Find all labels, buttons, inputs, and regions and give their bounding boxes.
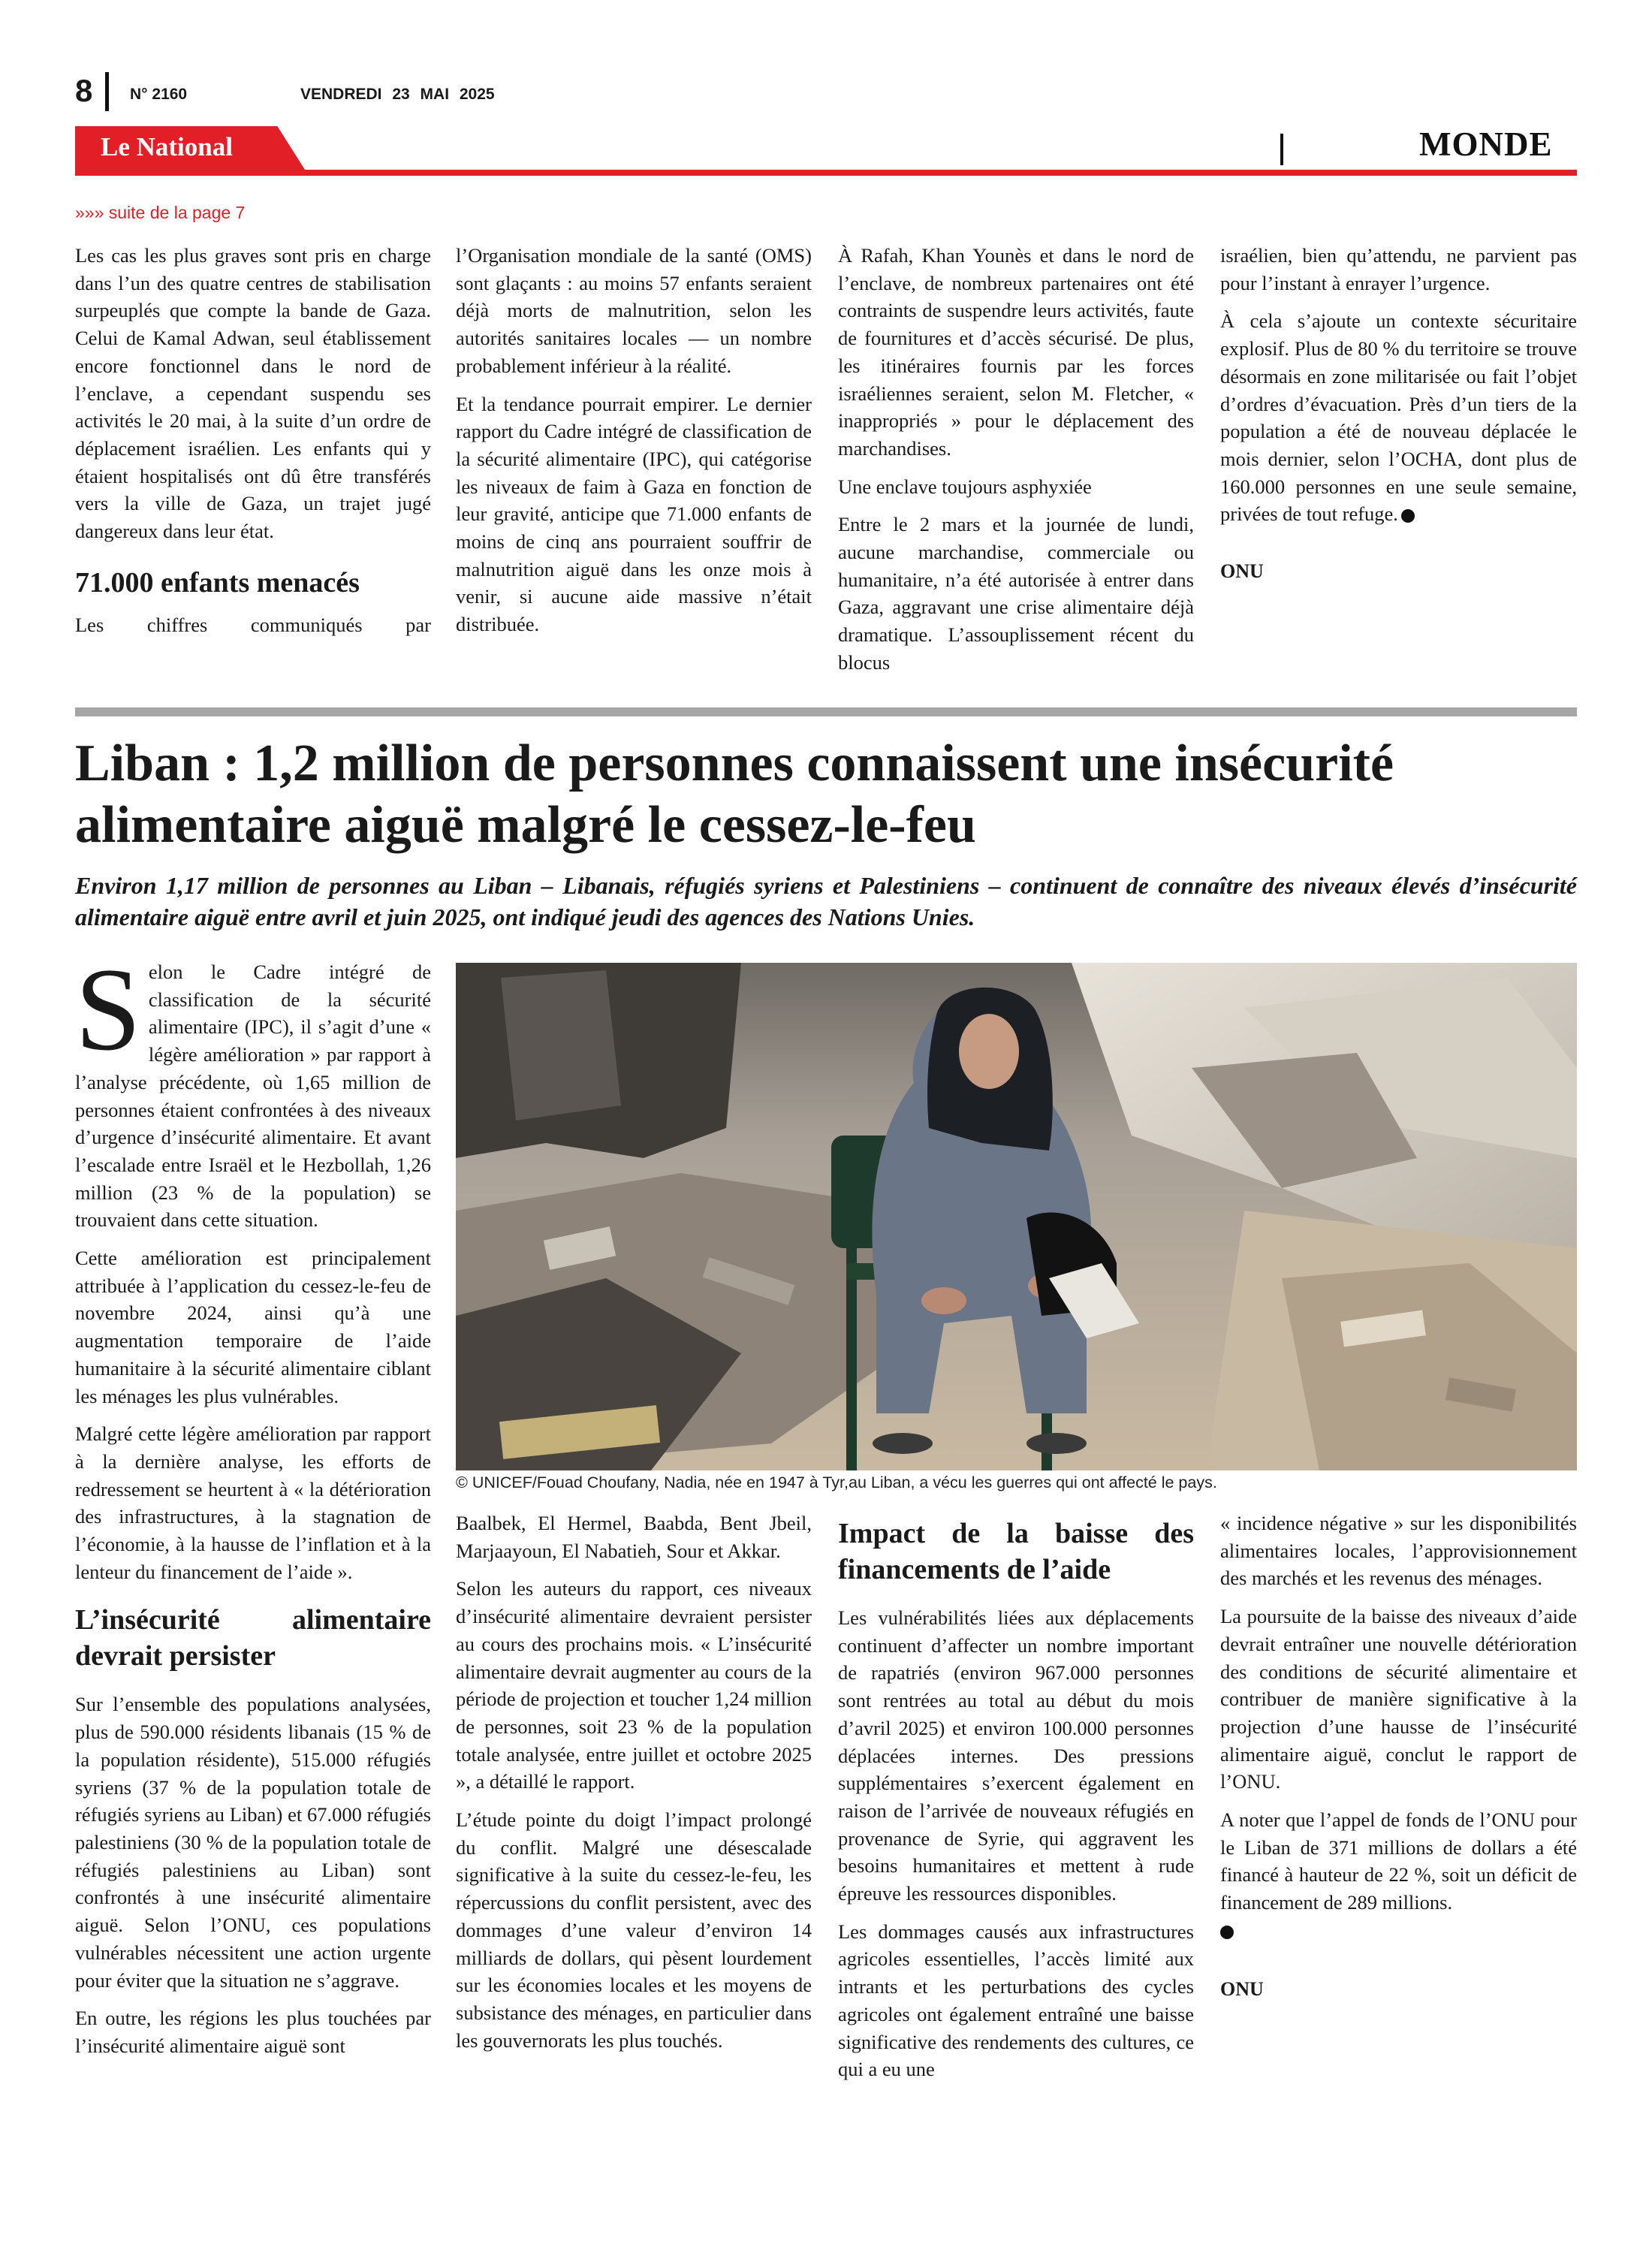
issue-number: N° 2160	[130, 86, 188, 103]
gaza-column-4	[1220, 242, 1577, 596]
paragraph: L’étude pointe du doigt l’impact prolongé du conflit. Malgré une désescalade significative à la suite du cessez-le-feu, les répercussions du conflit persistent, avec des dommages d’une valeur d’environ 14 milliards de dollars, qui pèsent lourdement sur les économies locales et les moyens de subsistance des ménages, en particulier dans les gouvernorats les plus touchés.	[456, 1808, 812, 2052]
gaza-column-3	[838, 242, 1194, 687]
section-title: MONDE	[1419, 125, 1553, 163]
section-divider	[1280, 134, 1283, 165]
gaza-subhead: 71.000 enfants menacés	[75, 566, 360, 599]
paragraph: Sur l’ensemble des populations analysées, plus de 590.000 résidents libanais (15 % de la population résidente), 515.000 réfugiés syriens (37 % de la population totale de réfugiés syriens au Liban) et 67.000 réfugiés palestiniens (30 % de la population totale de réfugiés palestiniens au Liban) sont confrontés à une insécurité alimentaire aiguë. Selon l’ONU, ces populations vulnérables nécessitent une action urgente pour éviter que la situation ne s’aggrave.	[75, 1693, 431, 1992]
gaza-column-2	[456, 242, 812, 649]
paragraph: Les chiffres communiqués par	[75, 613, 431, 636]
article-separator	[75, 707, 1577, 716]
paragraph: Les cas les plus graves sont pris en charge dans l’un des quatre centres de stabilisation surpeuplés que compte la bande de Gaza. Celui de Kamal Adwan, seul établissement encore fonctionnel dans le nord de l’enclave, a cependant suspendu ses activités le 20 mai, à la suite d’un ordre de déplacement israélien. Les enfants qui y étaient hospitalisés ont dû être transférés vers la ville de Gaza, un trajet jugé dangereux dans leur état.	[75, 244, 431, 543]
issue-date: VENDREDI 23 MAI 2025	[300, 86, 495, 103]
paragraph: Et la tendance pourrait empirer. Le dernier rapport du Cadre intégré de classification de la sécurité alimentaire (IPC), qui catégorise les niveaux de faim à Gaza en fonction de leur gravité, anticipe que 71.000 enfants de moins de cinq ans pourraient souffrir de malnutrition aiguë dans les onze mois à venir, si aucune aide massive n’était distribuée.	[456, 392, 812, 636]
paragraph: Selon les auteurs du rapport, ces niveaux d’insécurité alimentaire devraient persister au cours des prochains mois. « L’insécurité alimentaire devrait augmenter au cours de la période de projection et toucher 1,24 million de personnes, soit 23 % de la population totale analysée, entre juillet et octobre 2025 », a détaillé le rapport.	[456, 1577, 812, 1793]
liban-column-2	[456, 1510, 812, 2064]
paragraph: La poursuite de la baisse des niveaux d’aide devrait entraîner une nouvelle détérioration des conditions de sécurité alimentaire et contribuer de manière significative à la projection d’une hausse de l’insécurité alimentaire aiguë, conclut le rapport de l’ONU.	[1220, 1605, 1577, 1793]
end-mark-icon	[1401, 509, 1415, 523]
paragraph	[1220, 1806, 1577, 1944]
paragraph: Cette amélioration est principalement attribuée à l’application du cessez-le-feu de novembre 2024, ainsi qu’à une augmentation temporaire de l’aide humanitaire à la sécurité alimentaire ciblant les ménages les plus vulnérables.	[75, 1247, 431, 1407]
brand-logo-text: Le National	[101, 132, 233, 161]
page-number-divider	[105, 72, 109, 111]
page-number: 8	[75, 73, 93, 108]
headline: Liban : 1,2 million de personnes connaissent une insécurité alimentaire aiguë malgré le cessez-le-feu	[75, 734, 1394, 854]
paragraph	[75, 944, 431, 1234]
paragraph: Les vulnérabilités liées aux déplacements continuent d’affecter un nombre important de rapatriés (environ 967.000 personnes sont rentrées au total au début du mois d’avril 2025) et environ 100.000 personnes déplacées internes. Des pressions supplémentaires s’exercent également en raison de l’arrivée de nouveaux réfugiés en provenance de Syrie, qui aggravent les besoins humanitaires et mettent à rude épreuve les ressources disponibles.	[838, 1606, 1194, 1905]
paragraph: En outre, les régions les plus touchées par l’insécurité alimentaire aiguë sont	[75, 2007, 431, 2057]
paragraph: À Rafah, Khan Younès et dans le nord de l’enclave, de nombreux partenaires ont été contraints de suspendre leurs activités, faute de fournitures et d’accès sécurisé. De plus, les itinéraires fournis par les forces israéliennes seraient, selon M. Fletcher, « inappropriés » pour le déplacement des marchandises.	[838, 244, 1194, 460]
paragraph	[1220, 307, 1577, 528]
header-rule	[75, 170, 1577, 176]
paragraph: Les dommages causés aux infrastructures agricoles essentielles, l’accès limité aux intrants et les perturbations des cycles agricoles ont également entraîné une baisse significative des rendements des cultures, ce qui a eu une	[838, 1920, 1194, 2081]
liban-column-4	[1220, 1510, 1577, 2013]
paragraph-text: A noter que l’appel de fonds de l’ONU pour le Liban de 371 millions de dollars a été financé à hauteur de 22 %, soit un déficit de financement de 289 millions.	[1220, 1808, 1577, 1914]
drop-cap: S	[75, 944, 141, 1075]
liban-subhead-1: L’insécurité alimentaire devrait persister	[75, 1604, 431, 1672]
signature: ONU	[1220, 1977, 1264, 2000]
end-mark-icon	[1220, 1926, 1234, 1939]
paragraph: Baalbek, El Hermel, Baabda, Bent Jbeil, Marjaayoun, El Nabatieh, Sour et Akkar.	[456, 1512, 812, 1562]
gaza-column-1	[75, 242, 431, 649]
gaza-inline-subhead: Une enclave toujours asphyxiée	[838, 475, 1092, 498]
paragraph: « incidence négative » sur les disponibilités alimentaires locales, l’approvisionnement des marchés et les revenus des ménages.	[1220, 1512, 1577, 1590]
liban-column-1	[75, 944, 431, 2071]
paragraph: Entre le 2 mars et la journée de lundi, aucune marchandise, commerciale ou humanitaire, n’a été autorisée à entrer dans Gaza, aggravant une crise alimentaire déjà dramatique. L’assouplissement récent du blocus	[838, 513, 1194, 674]
article-photo	[456, 963, 1577, 1470]
paragraph-text: À cela s’ajoute un contexte sécuritaire explosif. Plus de 80 % du territoire se trouve désormais en zone militarisée ou fait l’objet d’ordres d’évacuation. Près d’un tiers de la population a été de nouveau déplacée le mois dernier, selon l’OCHA, dont plus de 160.000 personnes en une seule semaine, privées de tout refuge.	[1220, 309, 1577, 526]
paragraph: Malgré cette légère amélioration par rapport à la dernière analyse, les efforts de redressement se heurtent à « la détérioration des infrastructures, à la stagnation de l’économie, à la hausse de l’inflation et à la lenteur du financement de l’aide ».	[75, 1422, 431, 1583]
paragraph: israélien, bien qu’attendu, ne parvient pas pour l’instant à enrayer l’urgence.	[1220, 244, 1577, 294]
photo-caption: © UNICEF/Fouad Choufany, Nadia, née en 1947 à Tyr,au Liban, a vécu les guerres qui ont affecté le pays.	[456, 1473, 1217, 1491]
standfirst: Environ 1,17 million de personnes au Liban – Libanais, réfugiés syriens et Palestiniens – continuent de connaître des niveaux élevés d’insécurité alimentaire aiguë entre avril et juin 2025, ont indiqué jeudi des agences des Nations Unies.	[75, 872, 1577, 930]
liban-subhead-2: Impact de la baisse des financements de l’aide	[838, 1518, 1194, 1585]
paragraph-text: elon le Cadre intégré de classification de la sécurité alimentaire (IPC), il s’agit d’une « légère amélioration » par rapport à l’analyse précédente, où 1,65 million de personnes étaient confrontées à des niveaux d’urgence d’insécurité alimentaire. Et avant l’escalade entre Israël et le Hezbollah, 1,26 million (23 % de la population) se trouvaient dans cette situation.	[75, 961, 431, 1232]
paragraph: l’Organisation mondiale de la santé (OMS) sont glaçants : au moins 57 enfants seraient déjà morts de malnutrition, selon les autorités sanitaires locales — un nombre probablement inférieur à la réalité.	[456, 244, 812, 377]
continuation-note: »»» suite de la page 7	[75, 203, 246, 222]
signature: ONU	[1220, 560, 1264, 583]
liban-column-3	[838, 1516, 1194, 2094]
